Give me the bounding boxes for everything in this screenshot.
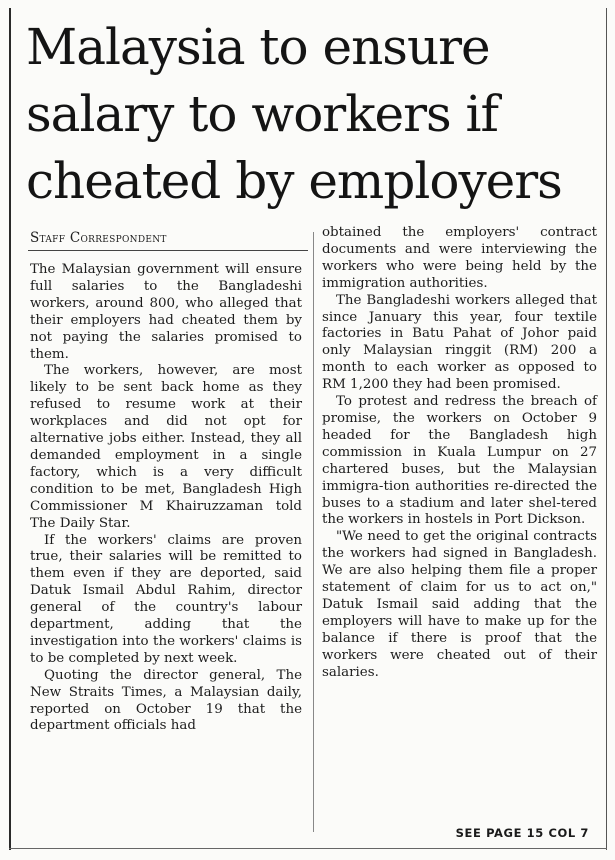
byline-rule bbox=[28, 250, 308, 251]
headline-line-3: cheated by employers bbox=[26, 152, 562, 210]
article-column-right bbox=[322, 225, 597, 681]
paragraph: The Malaysian government will ensure full salaries to the Bangladeshi workers, around 800, who alleged that their employers had cheated them by not paying the salaries promised to them. bbox=[30, 262, 302, 362]
paragraph: "We need to get the original contracts the workers had signed in Bangladesh. We are also helping them file a proper statement of claim for us to act on," Datuk Ismail said adding that the employers will have to make up for the balance if there is proof that the workers were cheated out of their salaries. bbox=[322, 529, 597, 680]
right-border-rule bbox=[606, 8, 607, 850]
column-divider bbox=[313, 232, 314, 832]
paragraph: obtained the employers' contract documents and were interviewing the workers who were being held by the immigration authorities. bbox=[322, 225, 597, 291]
continuation-jump-line: SEE PAGE 15 COL 7 bbox=[455, 826, 589, 840]
paragraph: If the workers' claims are proven true, their salaries will be remitted to them even if they are deported, said Datuk Ismail Abdul Rahim, director general of the country's labour department, adding that the investigation into the workers' claims is to be completed by next week. bbox=[30, 532, 302, 666]
paragraph: Quoting the director general, The New Straits Times, a Malaysian daily, reported on October 19 that the department officials had bbox=[30, 667, 302, 734]
paragraph: The workers, however, are most likely to be sent back home as they refused to resume work at their workplaces and did not opt for alternative jobs either. Instead, they all demanded employment in a single factory, which is a very difficult condition to be met, Bangladesh High Commissioner M Khairuzzaman told The Daily Star. bbox=[30, 363, 302, 531]
bottom-border-rule bbox=[9, 848, 607, 849]
article-headline bbox=[26, 14, 606, 215]
paragraph: The Bangladeshi workers alleged that since January this year, four textile factories in Batu Pahat of Johor paid only Malaysian ringgit (RM) 200 a month to each worker as opposed to RM 1,200 they had been promised. bbox=[322, 292, 597, 393]
left-border-rule bbox=[9, 8, 11, 850]
article-column-left bbox=[30, 262, 302, 735]
byline: Staff Correspondent bbox=[30, 230, 167, 246]
paragraph: To protest and redress the breach of promise, the workers on October 9 headed for the Bangladesh high commission in Kuala Lumpur on 27 chartered buses, but the Malaysian immigra-tion authorities re-directed the buses to a stadium and later shel-tered the workers in hostels in Port Dickson. bbox=[322, 394, 597, 528]
headline-line-1: Malaysia to ensure bbox=[26, 18, 490, 76]
headline-line-2: salary to workers if bbox=[26, 85, 499, 143]
